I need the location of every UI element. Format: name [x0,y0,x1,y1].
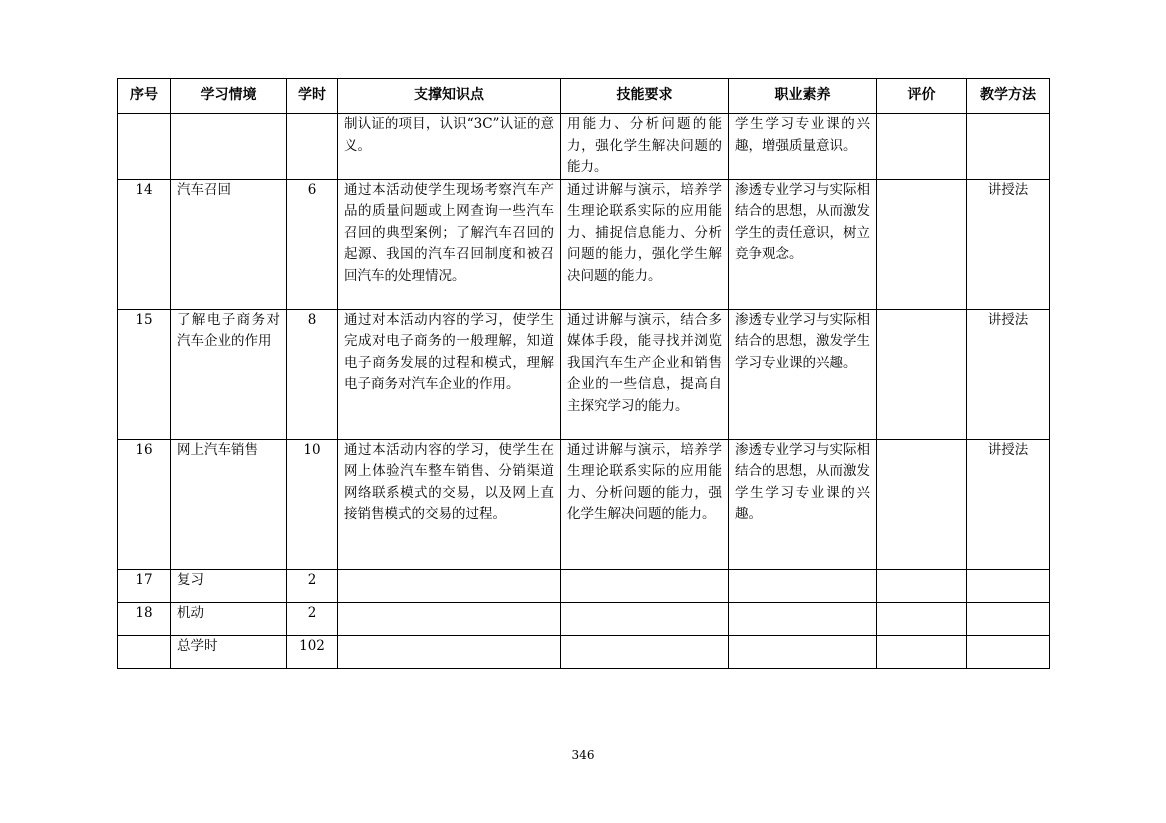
cell-hours: 2 [287,569,338,602]
cell-situation: 网上汽车销售 [171,439,287,569]
header-quality: 职业素养 [729,79,877,114]
cell-quality: 渗透专业学习与实际相结合的思想，从而激发学生学习专业课的兴趣。 [729,439,877,569]
cell-method [967,569,1050,602]
header-skills: 技能要求 [561,79,729,114]
table-row-review [118,569,1050,602]
cell-skills [561,602,729,635]
header-method: 教学方法 [967,79,1050,114]
page-number: 346 [571,748,595,762]
cell-method: 讲授法 [967,439,1050,569]
cell-skills: 通过讲解与演示，培养学生理论联系实际的应用能力、捕捉信息能力、分析问题的能力，强化学生解决问题的能力。 [561,179,729,309]
cell-situation [171,114,287,180]
cell-number: 14 [118,179,171,309]
header-number: 序号 [118,79,171,114]
header-knowledge: 支撑知识点 [338,79,561,114]
table-row-flex [118,602,1050,635]
cell-hours: 102 [287,635,338,668]
cell-knowledge: 制认证的项目，认识“3C”认证的意义。 [338,114,561,180]
cell-situation: 汽车召回 [171,179,287,309]
cell-method [967,635,1050,668]
cell-hours: 2 [287,602,338,635]
cell-skills [561,569,729,602]
header-evaluation: 评价 [877,79,967,114]
table-row-continuation [118,114,1050,180]
cell-quality [729,569,877,602]
cell-evaluation [877,179,967,309]
cell-number: 17 [118,569,171,602]
cell-knowledge [338,569,561,602]
header-hours: 学时 [287,79,338,114]
cell-knowledge: 通过本活动使学生现场考察汽车产品的质量问题或上网查询一些汽车召回的典型案例；了解汽车召回的起源、我国的汽车召回制度和被召回汽车的处理情况。 [338,179,561,309]
cell-situation: 机动 [171,602,287,635]
cell-method: 讲授法 [967,309,1050,439]
cell-number: 15 [118,309,171,439]
cell-number [118,635,171,668]
table-row [118,179,1050,309]
cell-evaluation [877,439,967,569]
cell-knowledge [338,635,561,668]
cell-number: 16 [118,439,171,569]
cell-skills [561,635,729,668]
cell-skills: 用能力、分析问题的能力，强化学生解决问题的能力。 [561,114,729,180]
cell-quality: 学生学习专业课的兴趣，增强质量意识。 [729,114,877,180]
cell-situation: 了解电子商务对汽车企业的作用 [171,309,287,439]
cell-quality [729,635,877,668]
cell-evaluation [877,114,967,180]
header-situation: 学习情境 [171,79,287,114]
cell-number [118,114,171,180]
cell-method [967,602,1050,635]
cell-number: 18 [118,602,171,635]
cell-knowledge: 通过本活动内容的学习，使学生在网上体验汽车整车销售、分销渠道网络联系模式的交易，以及网上直接销售模式的交易的过程。 [338,439,561,569]
cell-situation: 复习 [171,569,287,602]
cell-skills: 通过讲解与演示，结合多媒体手段，能寻找并浏览我国汽车生产企业和销售企业的一些信息，提高自主探究学习的能力。 [561,309,729,439]
cell-evaluation [877,569,967,602]
cell-method [967,114,1050,180]
header-row [118,79,1050,114]
cell-evaluation [877,602,967,635]
cell-method: 讲授法 [967,179,1050,309]
cell-quality: 渗透专业学习与实际相结合的思想，激发学生学习专业课的兴趣。 [729,309,877,439]
table-row [118,439,1050,569]
table-row-total [118,635,1050,668]
cell-hours: 10 [287,439,338,569]
table-row [118,309,1050,439]
cell-hours: 6 [287,179,338,309]
cell-hours: 8 [287,309,338,439]
cell-situation: 总学时 [171,635,287,668]
cell-knowledge [338,602,561,635]
cell-hours [287,114,338,180]
cell-quality: 渗透专业学习与实际相结合的思想，从而激发学生的责任意识，树立竞争观念。 [729,179,877,309]
curriculum-table [117,78,1050,669]
cell-quality [729,602,877,635]
cell-evaluation [877,309,967,439]
cell-knowledge: 通过对本活动内容的学习，使学生完成对电子商务的一般理解，知道电子商务发展的过程和模式，理解电子商务对汽车企业的作用。 [338,309,561,439]
cell-evaluation [877,635,967,668]
cell-skills: 通过讲解与演示，培养学生理论联系实际的应用能力、分析问题的能力，强化学生解决问题的能力。 [561,439,729,569]
